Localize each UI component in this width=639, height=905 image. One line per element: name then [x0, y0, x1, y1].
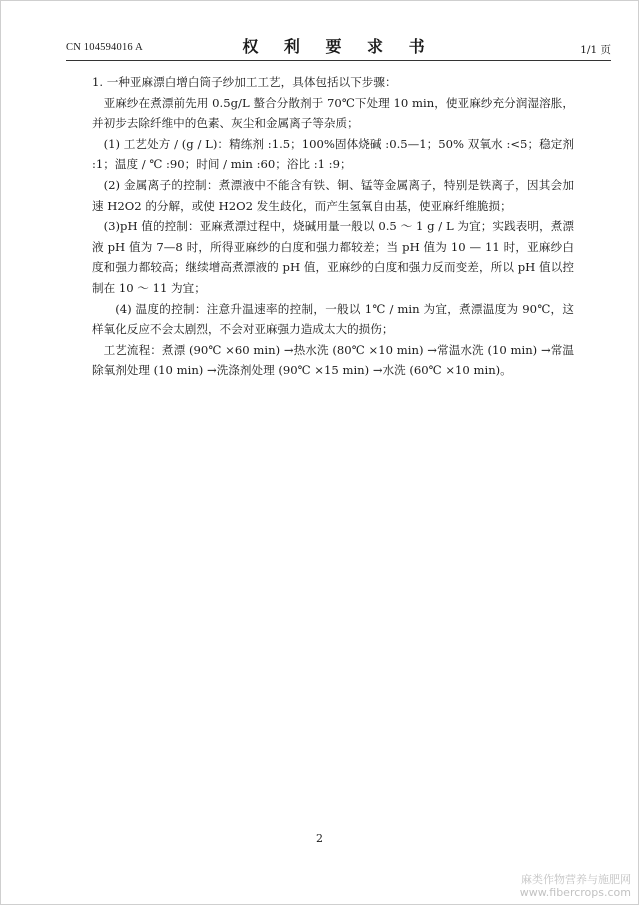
claim-step-temperature: (4) 温度的控制：注意升温速率的控制，一般以 1℃ / min 为宜，煮漂温度为 90℃，这样氧化反应不会太剧烈，不会对亚麻强力造成太大的损伤； — [92, 301, 574, 337]
claim-step-recipe: (1) 工艺处方 / (g / L)：精练剂 :1.5；100%固体烧碱 :0.5—1；50% 双氧水 :<5；稳定剂 :1；温度 / ℃ :90；时间 / min :60；浴比 :1 :9； — [92, 136, 574, 172]
page-count: 1/1 页 — [580, 44, 611, 56]
page-number: 2 — [316, 832, 323, 845]
claim-step-metal-ions: (2) 金属离子的控制：煮漂液中不能含有铁、铜、锰等金属离子，特别是铁离子，因其会加速 H2O2 的分解，或使 H2O2 发生歧化，而产生氢氧自由基，使亚麻纤维脆损； — [92, 177, 574, 213]
watermark-cn: 麻类作物营养与施肥网 — [521, 873, 631, 886]
claims-body — [92, 72, 574, 381]
claim-intro: 1. 一种亚麻漂白增白筒子纱加工工艺，具体包括以下步骤： — [92, 75, 397, 89]
claim-step-ph: (3)pH 值的控制：亚麻煮漂过程中，烧碱用量一般以 0.5 ～ 1 g / L 为宜；实践表明，煮漂液 pH 值为 7—8 时，所得亚麻纱的白度和强力都较差；当 pH 值为 10 — 11 时，亚麻纱白度和强力都较高；继续增高煮漂液的 pH 值，亚麻纱的白度和强力反而变差，所以 pH 值以控制在 10 ～ 11 为宜； — [92, 219, 574, 295]
site-watermark — [520, 873, 631, 899]
watermark-url: www.fibercrops.com — [519, 886, 631, 899]
header-divider — [66, 60, 611, 61]
claim-process-flow: 工艺流程：煮漂 (90℃ ×60 min) →热水洗 (80℃ ×10 min) →常温水洗 (10 min) →常温除氧剂处理 (10 min) →洗涤剂处理 (90℃ ×15 min) →水洗 (60℃ ×10 min)。 — [92, 342, 574, 378]
page-title: 权 利 要 求 书 — [242, 37, 435, 56]
claim-paragraph-pretreatment: 亚麻纱在煮漂前先用 0.5g/L 螯合分散剂于 70℃下处理 10 min，使亚麻纱充分润湿溶胀，并初步去除纤维中的色素、灰尘和金属离子等杂质； — [92, 95, 574, 131]
document-header — [66, 34, 611, 58]
publication-number: CN 104594016 A — [66, 42, 143, 53]
